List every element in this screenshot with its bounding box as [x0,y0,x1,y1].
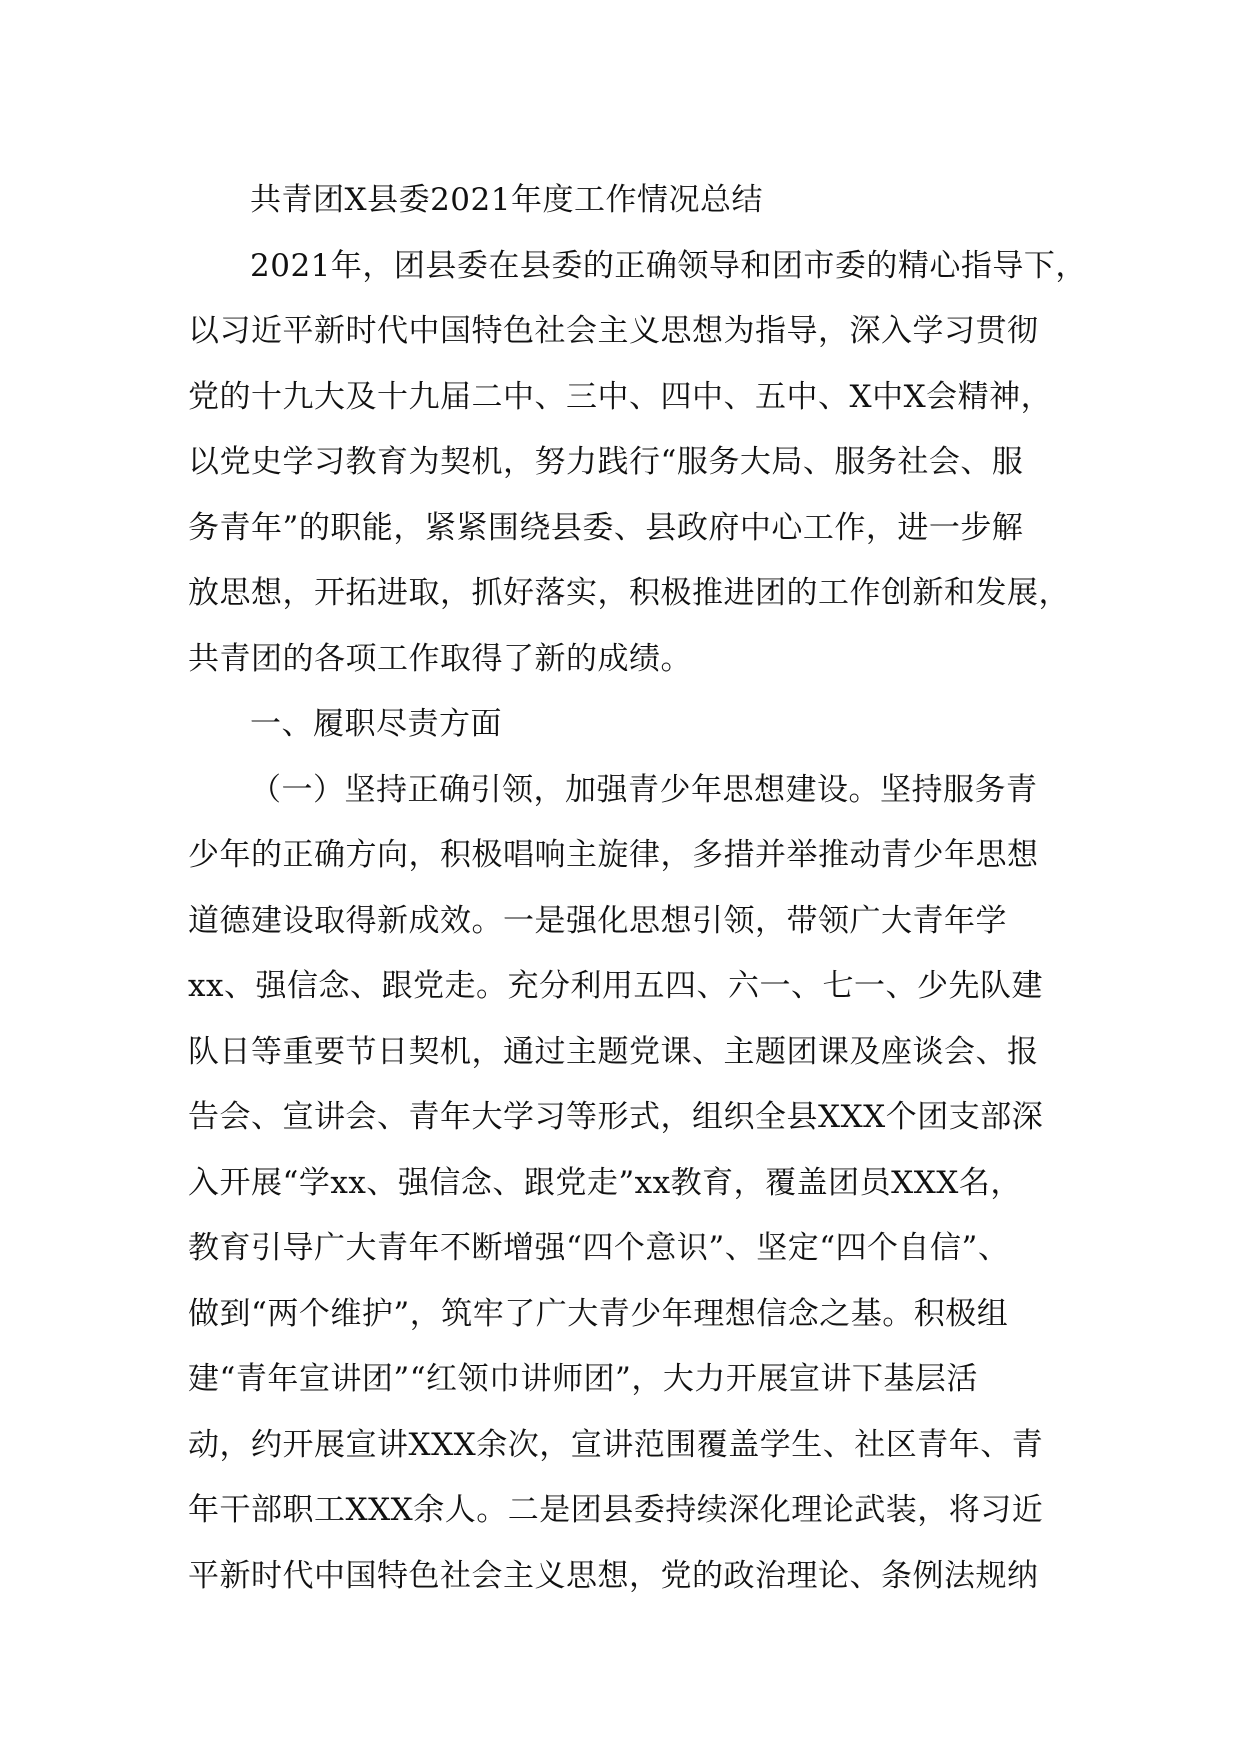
paragraph-section-one [188,758,1088,1610]
paragraph-line: （一）坚持正确引领，加强青少年思想建设。坚持服务青 [250,771,1038,808]
section-heading-text: 一、履职尽责方面 [250,706,502,742]
paragraph-line: 道德建设取得新成效。一是强化思想引领，带领广大青年学 [188,902,1007,939]
paragraph-line: 共青团的各项工作取得了新的成绩。 [188,640,692,677]
paragraph-line: 放思想，开拓进取，抓好落实，积极推进团的工作创新和发展， [188,575,1070,611]
paragraph-intro [188,234,1088,693]
paragraph-line: 2021年，团县委在县委的正确领导和团市委的精心指导下， [250,247,1087,284]
paragraph-line: 以习近平新时代中国特色社会主义思想为指导，深入学习贯彻 [188,313,1039,349]
paragraph-line: 告会、宣讲会、青年大学习等形式，组织全县XXX个团支部深 [188,1099,1044,1135]
paragraph-line: 教育引导广大青年不断增强“四个意识”、坚定“四个自信”、 [188,1230,1010,1266]
paragraph-line: 队日等重要节日契机，通过主题党课、主题团课及座谈会、报 [188,1033,1039,1070]
paragraph-line: 做到“两个维护”，筑牢了广大青少年理想信念之基。积极组 [188,1295,1009,1332]
paragraph-line: 以党史学习教育为契机，努力践行“服务大局、服务社会、服 [188,444,1024,480]
paragraph-line: 平新时代中国特色社会主义思想，党的政治理论、条例法规纳 [188,1557,1039,1594]
section-heading [188,692,1088,758]
paragraph-line: 动，约开展宣讲XXX余次，宣讲范围覆盖学生、社区青年、青 [188,1426,1044,1463]
paragraph-line: 入开展“学xx、强信念、跟党走”xx教育，覆盖团员XXX名， [188,1164,1022,1201]
paragraph-line: 年干部职工XXX余人。二是团县委持续深化理论武装，将习近 [188,1492,1044,1528]
document-title: 共青团X县委2021年度工作情况总结 [250,182,763,218]
paragraph-line: 建“青年宣讲团”“红领巾讲师团”，大力开展宣讲下基层活 [188,1361,978,1397]
paragraph-line: 少年的正确方向，积极唱响主旋律，多措并举推动青少年思想 [188,837,1039,873]
paragraph-line: 党的十九大及十九届二中、三中、四中、五中、X中X会精神， [188,378,1053,415]
document-body [188,168,1088,1609]
paragraph-line: 务青年”的职能，紧紧围绕县委、县政府中心工作，进一步解 [188,509,1024,546]
paragraph-line: xx、强信念、跟党走。充分利用五四、六一、七一、少先队建 [188,968,1043,1004]
